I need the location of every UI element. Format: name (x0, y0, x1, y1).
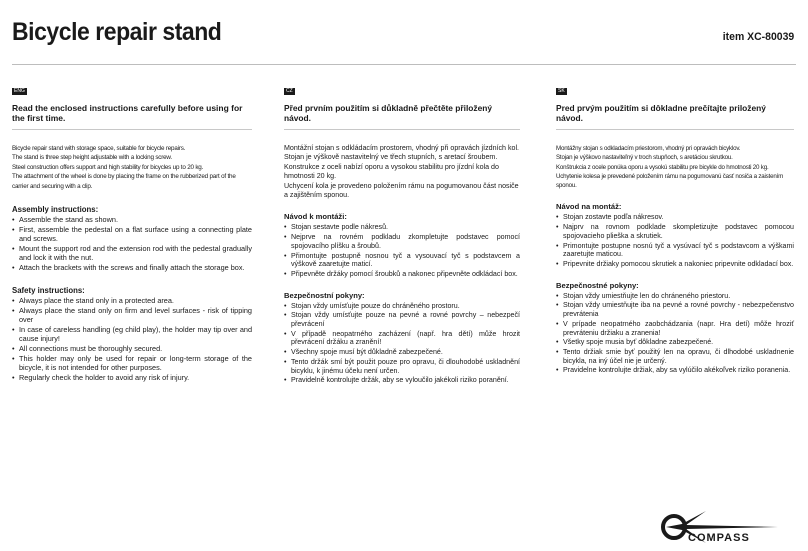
list-item: • This holder may only be used for repair or long-term storage of the bicycle, it is not intended for other purposes. (12, 355, 252, 373)
description-line: Uchytenie kolesa je prevedené položením rámu na pogumovanú časť nosiča a zaistením sponou. (556, 172, 784, 190)
page-title: Bicycle repair stand (12, 18, 222, 46)
list-item: • Všetky spoje musia byť dôkladne zabezpečené. (556, 338, 794, 347)
list-item: • Stojan vždy umísťujte pouze do chráněného prostoru. (284, 302, 520, 311)
description-line: Montážní stojan s odkládacím prostorem, vhodný při opravách jízdních kol. (284, 144, 519, 152)
list-item: • Všechny spoje musí být důkladně zabezpečené. (284, 348, 520, 357)
safety-list (284, 302, 520, 385)
list-item: • Najprv na rovnom podklade skompletizujte podstavec pomocou spojovacieho plieška a skrutiek. (556, 223, 794, 240)
list-item: • V případě neopatrného zacházení (např. hra dětí) může hrozit převrácení držáku a zranění! (284, 330, 520, 347)
list-item: • Připevněte držáky pomocí šroubků a nakonec připevněte odkládací box. (284, 270, 520, 279)
description-line: The attachment of the wheel is done by placing the frame on the rubberized part of the carrier and securing with a clip. (12, 173, 236, 190)
list-item: • Tento držiak smie byť použitý len na opravu, či dlhodobé uskladnenie bicykla, na iný účel nie je určený. (556, 348, 794, 365)
list-item: • Stojan vždy umísťujte pouze na pevné a rovné povrchy – nebezpečí převrácení (284, 311, 520, 328)
compass-logo (660, 510, 780, 544)
intro-heading: Read the enclosed instructions carefully before using for the first time. (12, 103, 252, 130)
description-line: Montážny stojan s odkladacím priestorom, vhodný pri opravách bicyklov. (556, 145, 741, 152)
description-line: The stand is three step height adjustable with a locking screw. (12, 154, 172, 162)
description-line: Stojan je výškově nastavitelný ve třech stupních, s aretací šroubem. (284, 153, 498, 162)
language-badge-sk: SK (558, 88, 565, 94)
list-item: • In case of careless handling (eg child play), the holder may tip over and cause injury! (12, 326, 252, 344)
list-item: • All connections must be thoroughly secured. (12, 345, 252, 354)
list-item: • Regularly check the holder to avoid any risk of injury. (12, 374, 252, 383)
item-code: item XC-80039 (722, 31, 794, 43)
list-item: • Stojan vždy umiestňujte iba na pevné a rovné povrchy - nebezpečenstvo prevrátenia (556, 301, 794, 318)
list-item: • Primontujte postupne nosnú tyč a vysúvací tyč s podstavcom a výškami zaaretujte maticou. (556, 242, 794, 259)
header-divider (12, 64, 796, 65)
list-item: • Mount the support rod and the extension rod with the pedestal gradually and lock it with the nut. (12, 245, 252, 263)
logo-text: COMPASS (688, 532, 750, 544)
list-item: • Pravidelne kontrolujte držiak, aby sa vylúčilo akékoľvek riziko poranenia. (556, 366, 794, 375)
column-english (12, 79, 252, 384)
list-item: • Always place the stand only on firm and level surfaces - risk of tipping over (12, 307, 252, 325)
column-czech (284, 79, 520, 386)
safety-list (556, 292, 794, 375)
safety-title: Safety instructions: (12, 286, 85, 296)
list-item: • Přimontujte postupně nosnou tyč a vysouvací tyč s podstavcem a výškově zaaretujte maticí. (284, 252, 520, 269)
description-line: Steel construction offers support and high stability for bicycles up to 20 kg. (12, 163, 204, 171)
list-item: • Assemble the stand as shown. (12, 216, 252, 225)
intro-heading: Pred prvým použitím si dôkladne prečítajte priložený návod. (556, 103, 794, 130)
assembly-title: Návod na montáž: (556, 202, 622, 212)
list-item: • Pripevnite držiaky pomocou skrutiek a nakoniec pripevnite odkladací box. (556, 260, 794, 269)
list-item: • Stojan sestavte podle nákresů. (284, 223, 520, 232)
column-slovak (556, 79, 794, 376)
safety-list (12, 297, 252, 382)
list-item: • Stojan zostavte podľa nákresov. (556, 213, 794, 222)
list-item: • V prípade neopatrného zaobchádzania (napr. Hra detí) môže hroziť prevráteniu držiaku a zranenia! (556, 320, 794, 337)
list-item: • Stojan vždy umiestňujte len do chráneného priestoru. (556, 292, 794, 301)
language-badge-eng: ENG (14, 88, 25, 94)
list-item: • Pravidelně kontrolujte držák, aby se vyloučilo jakékoli riziko poranění. (284, 376, 520, 385)
description-line: Konštrukcia z ocele ponúka oporu a vysokú stabilitu pre bicykle do hmotnosti 20 kg. (556, 163, 769, 171)
list-item: • First, assemble the pedestal on a flat surface using a connecting plate and screws. (12, 226, 252, 244)
assembly-list (12, 216, 252, 272)
intro-heading: Před prvním použitím si důkladně přečtěte přiložený návod. (284, 103, 520, 130)
safety-title: Bezpečnostní pokyny: (284, 290, 365, 300)
assembly-title: Návod k montáži: (284, 212, 347, 222)
assembly-list (284, 223, 520, 278)
safety-title: Bezpečnostné pokyny: (556, 280, 639, 290)
list-item: • Attach the brackets with the screws and finally attach the storage box. (12, 264, 252, 273)
list-item: • Always place the stand only in a protected area. (12, 297, 252, 306)
description-line: Stojan je výškovo nastaviteľný v troch stupňoch, s aretáciou skrutkou. (556, 154, 733, 162)
assembly-title: Assembly instructions: (12, 205, 99, 215)
description-line: Bicycle repair stand with storage space, suitable for bicycle repairs. (12, 145, 186, 152)
list-item: • Tento držák smí být použit pouze pro opravu, či dlouhodobé uskladnění bicyklu, k jinému účelu není určen. (284, 358, 520, 375)
language-badge-cz: CZ (286, 88, 293, 94)
description-line: Uchycení kola je provedeno položením rámu na pogumovanou část nosiče a zajištěním sponou. (284, 181, 519, 200)
assembly-list (556, 213, 794, 268)
list-item: • Nejprve na rovném podkladu zkompletujte podstavec pomocí spojovacího plíšku a šroubů. (284, 233, 520, 250)
description-line: Konstrukce z oceli nabízí oporu a vysokou stabilitu pro jízdní kola do hmotnosti 20 kg. (284, 162, 499, 181)
